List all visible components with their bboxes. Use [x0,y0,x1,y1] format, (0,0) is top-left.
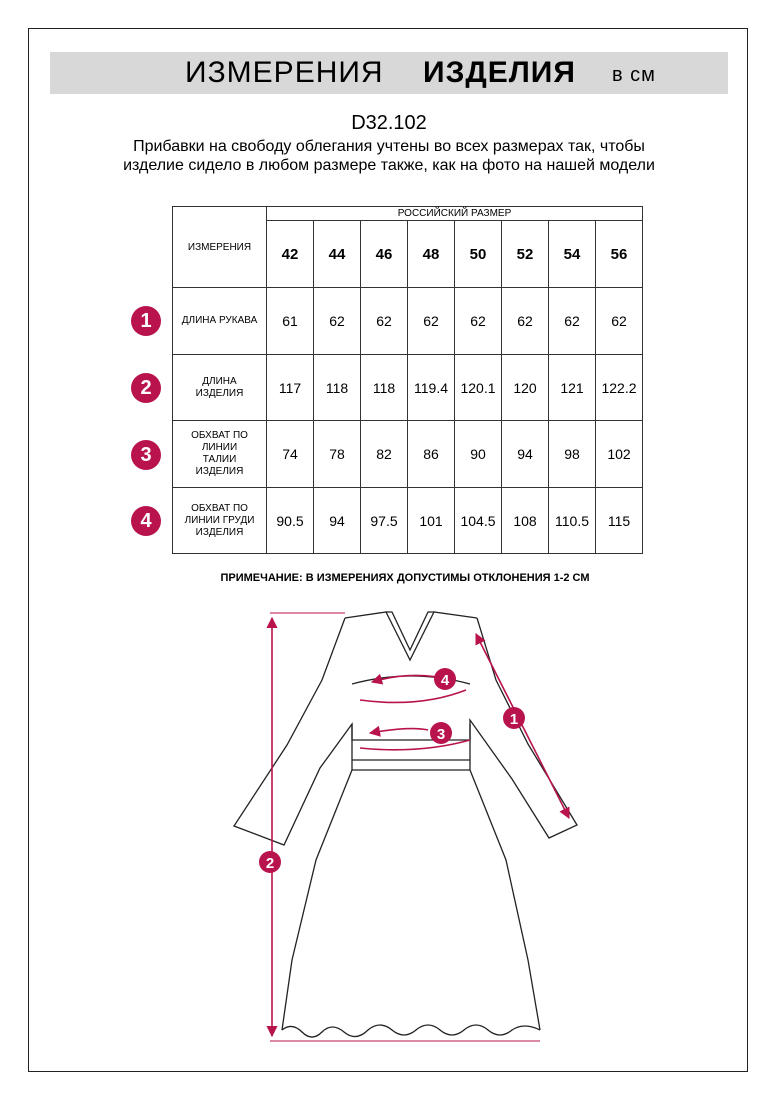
table-cell: 90.5 [267,488,314,554]
row-label-text: ОБХВАТ ПО ЛИНИИ ТАЛИИ ИЗДЕЛИЯ [191,430,248,477]
size-header: 44 [314,221,361,288]
table-cell: 121 [549,355,596,421]
table-cell: 98 [549,421,596,488]
table-cell: 62 [596,288,643,355]
table-row [173,355,643,421]
size-group-header: РОССИЙСКИЙ РАЗМЕР [267,207,643,221]
table-cell: 62 [549,288,596,355]
title-product: ИЗДЕЛИЯ [423,56,576,89]
dress-diagram [0,600,778,1060]
row-number-badge: 1 [131,306,161,336]
table-row [173,421,643,488]
table-cell: 78 [314,421,361,488]
row-label: ДЛИНА РУКАВА [173,288,267,355]
table-cell: 97.5 [361,488,408,554]
table-cell: 82 [361,421,408,488]
table-cell: 104.5 [455,488,502,554]
product-code: D32.102 [351,112,427,134]
size-table [172,206,643,554]
table-cell: 86 [408,421,455,488]
table-cell: 108 [502,488,549,554]
size-header: 48 [408,221,455,288]
table-row [173,288,643,355]
table-cell: 102 [596,421,643,488]
tolerance-note: ПРИМЕЧАНИЕ: В ИЗМЕРЕНИЯХ ДОПУСТИМЫ ОТКЛОНЕНИЯ 1-2 СМ [220,572,590,584]
measurement-lines [270,613,569,1041]
size-header: 56 [596,221,643,288]
table-row [173,488,643,554]
table-cell: 61 [267,288,314,355]
table-cell: 120 [502,355,549,421]
table-cell: 119.4 [408,355,455,421]
table-cell: 62 [502,288,549,355]
title-unit: в см [612,64,656,86]
row-label [173,421,267,488]
row-label-text: ДЛИНА ИЗДЕЛИЯ [195,375,244,399]
row-number-badge: 2 [131,373,161,403]
table-cell: 90 [455,421,502,488]
size-header: 46 [361,221,408,288]
table-cell: 110.5 [549,488,596,554]
size-header: 52 [502,221,549,288]
table-cell: 115 [596,488,643,554]
marker-sleeve-label: 1 [509,711,519,728]
table-cell: 94 [502,421,549,488]
marker-chest-label: 4 [440,672,450,689]
table-cell: 118 [314,355,361,421]
row-label [173,355,267,421]
row-number-badge: 4 [131,506,161,536]
measure-header: ИЗМЕРЕНИЯ [173,207,267,288]
size-header: 50 [455,221,502,288]
table-cell: 118 [361,355,408,421]
marker-length-label: 2 [265,855,275,872]
table-cell: 62 [408,288,455,355]
table-cell: 120.1 [455,355,502,421]
row-number-badge: 3 [131,440,161,470]
size-header: 42 [267,221,314,288]
row-label-text: ОБХВАТ ПО ЛИНИИ ГРУДИ ИЗДЕЛИЯ [184,502,255,538]
title-measurements: ИЗМЕРЕНИЯ [185,56,384,89]
table-cell: 74 [267,421,314,488]
table-cell: 94 [314,488,361,554]
title-banner [50,52,728,94]
table-cell: 62 [314,288,361,355]
table-cell: 101 [408,488,455,554]
row-label [173,488,267,554]
table-cell: 62 [361,288,408,355]
marker-waist-label: 3 [436,726,446,743]
size-header: 54 [549,221,596,288]
product-description: Прибавки на свободу облегания учтены во всех размерах так, чтобы изделие сидело в любом размере также, как на фото на нашей модели [123,138,655,174]
table-cell: 62 [455,288,502,355]
table-cell: 122.2 [596,355,643,421]
table-cell: 117 [267,355,314,421]
